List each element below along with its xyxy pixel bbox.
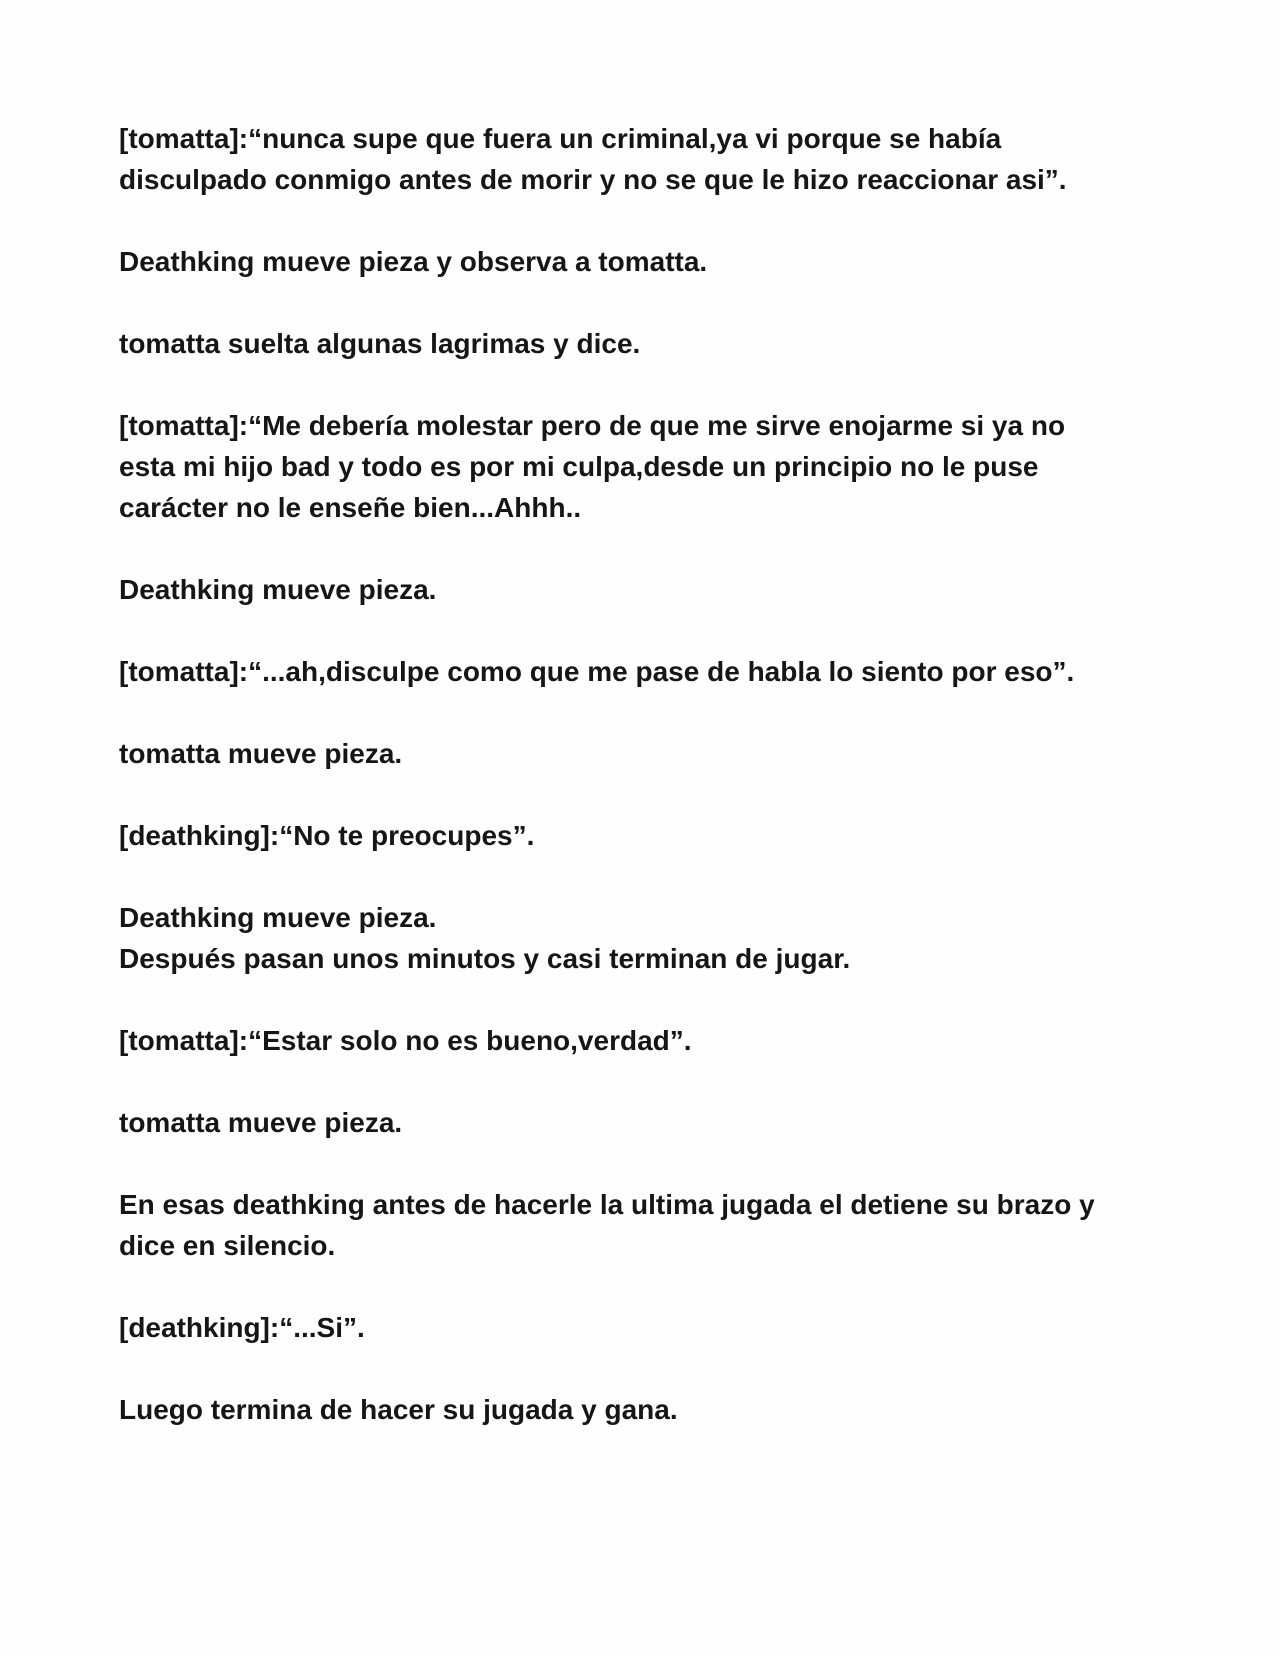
text-line: [tomatta]:“Estar solo no es bueno,verdad”. <box>119 1025 692 1056</box>
text-line: dice en silencio. <box>119 1230 336 1261</box>
text-line: disculpado conmigo antes de morir y no se que le hizo reaccionar asi”. <box>119 164 1067 195</box>
paragraph-narration <box>119 897 1179 979</box>
text-line: [tomatta]:“...ah,disculpe como que me pase de habla lo siento por eso”. <box>119 656 1075 687</box>
text-line: [deathking]:“No te preocupes”. <box>119 820 535 851</box>
paragraph-narration <box>119 733 1179 774</box>
text-line: tomatta mueve pieza. <box>119 738 403 769</box>
text-line: [tomatta]:“Me debería molestar pero de que me sirve enojarme si ya no <box>119 410 1066 441</box>
text-line: carácter no le enseñe bien...Ahhh.. <box>119 492 582 523</box>
document-body <box>119 118 1179 1471</box>
paragraph-dialogue <box>119 815 1179 856</box>
text-line: Deathking mueve pieza. <box>119 902 437 933</box>
paragraph-narration <box>119 1102 1179 1143</box>
paragraph-narration <box>119 1389 1179 1430</box>
text-line: Deathking mueve pieza. <box>119 574 437 605</box>
paragraph-dialogue <box>119 405 1179 528</box>
text-line: esta mi hijo bad y todo es por mi culpa,desde un principio no le puse <box>119 451 1039 482</box>
text-line: En esas deathking antes de hacerle la ultima jugada el detiene su brazo y <box>119 1189 1095 1220</box>
text-line: Deathking mueve pieza y observa a tomatta. <box>119 246 708 277</box>
paragraph-narration <box>119 241 1179 282</box>
paragraph-dialogue <box>119 1307 1179 1348</box>
paragraph-dialogue <box>119 651 1179 692</box>
paragraph-narration <box>119 323 1179 364</box>
paragraph-narration <box>119 569 1179 610</box>
text-line: Después pasan unos minutos y casi terminan de jugar. <box>119 943 851 974</box>
text-line: tomatta suelta algunas lagrimas y dice. <box>119 328 641 359</box>
text-line: [deathking]:“...Si”. <box>119 1312 365 1343</box>
paragraph-narration <box>119 1184 1179 1266</box>
text-line: tomatta mueve pieza. <box>119 1107 403 1138</box>
paragraph-dialogue <box>119 1020 1179 1061</box>
text-line: [tomatta]:“nunca supe que fuera un criminal,ya vi porque se había <box>119 123 1002 154</box>
paragraph-dialogue <box>119 118 1179 200</box>
text-line: Luego termina de hacer su jugada y gana. <box>119 1394 678 1425</box>
